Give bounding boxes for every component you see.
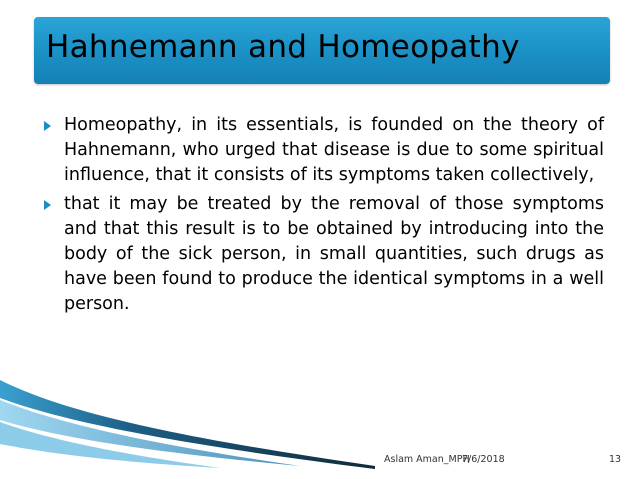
footer-date: 7/6/2018 (462, 454, 505, 465)
bullet-text: Homeopathy, in its essentials, is founded on the theory of Hahnemann, who urged that disease is due to some spiritual influence, that it consists of its symptoms taken collectively, (64, 115, 604, 185)
bullet-item (44, 113, 604, 188)
triangle-right-icon (44, 200, 51, 210)
bullet-list (44, 113, 604, 321)
page-number: 13 (609, 454, 622, 465)
decorative-swoosh (0, 380, 380, 479)
bullet-text: that it may be treated by the removal of those symptoms and that this result is to be obtained by introducing into the body of the sick person, in small quantities, such drugs as have been found to produce the identical symptoms in a well person. (64, 194, 604, 314)
triangle-right-icon (44, 121, 51, 131)
title-bar (34, 17, 610, 84)
footer-author: Aslam Aman_MPH (384, 454, 470, 465)
slide-title: Hahnemann and Homeopathy (46, 29, 520, 65)
bullet-item (44, 192, 604, 317)
